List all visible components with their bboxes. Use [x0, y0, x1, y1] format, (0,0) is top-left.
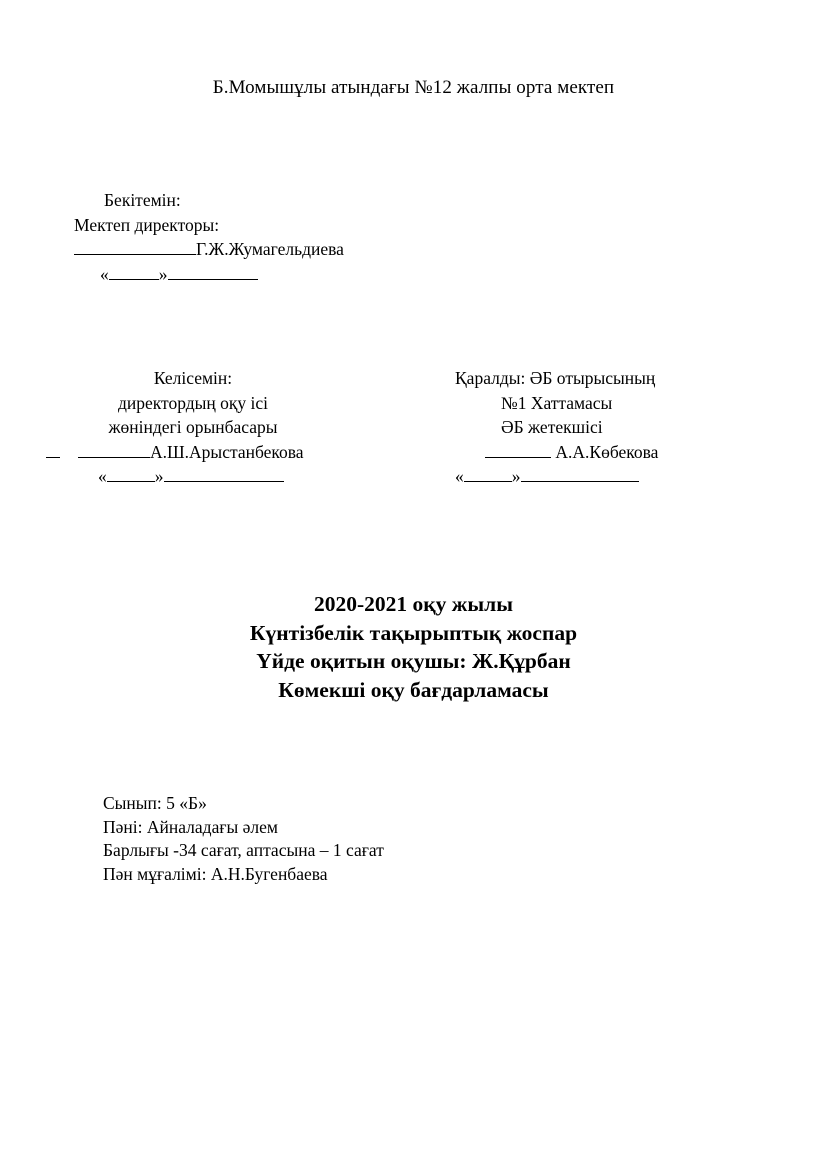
approval-signature-blank	[74, 240, 196, 255]
heading-line-student: Үйде оқитын оқушы: Ж.Құрбан	[256, 649, 571, 673]
meta-hours: Барлығы -34 сағат, аптасына – 1 сағат	[103, 840, 384, 860]
approval-month-blank	[168, 265, 258, 280]
school-title: Б.Момышұлы атындағы №12 жалпы орта мектеп	[212, 77, 615, 98]
agreement-date-close-quote: »	[154, 466, 164, 486]
approval-date-close-quote: »	[158, 263, 168, 284]
reviewed-date-line	[455, 464, 755, 489]
course-meta-block	[103, 792, 384, 886]
approval-block	[74, 188, 344, 286]
approval-day-blank	[109, 265, 159, 280]
reviewed-signature-line	[455, 440, 755, 465]
agreement-date-open-quote: «	[98, 466, 107, 486]
approval-date-line	[74, 262, 344, 287]
reviewed-date-close-quote: »	[511, 466, 521, 486]
reviewed-signature-blank	[485, 443, 551, 458]
reviewed-line-1: Қаралды: ӘБ отырысының	[455, 368, 656, 388]
main-heading	[0, 590, 827, 704]
approval-name: Г.Ж.Жумагельдиева	[196, 239, 344, 259]
agreement-role-line-1: директордың оқу ісі	[117, 392, 268, 413]
agreement-day-blank	[107, 467, 155, 482]
heading-line-plan-type: Күнтізбелік тақырыптық жоспар	[249, 620, 578, 645]
agreement-month-blank	[164, 467, 284, 482]
meta-subject: Пәні: Айналадағы әлем	[103, 816, 278, 837]
meta-teacher: Пән мұғалімі: А.Н.Бугенбаева	[103, 863, 328, 884]
approval-date-open-quote: «	[100, 263, 109, 284]
approval-role: Мектеп директоры:	[74, 214, 220, 235]
reviewed-name: А.А.Көбекова	[555, 441, 659, 462]
meta-grade: Сынып: 5 «Б»	[103, 793, 207, 813]
reviewed-line-3: ӘБ жетекшісі	[501, 417, 603, 437]
reviewed-date-open-quote: «	[455, 466, 464, 486]
approval-label: Бекітемін:	[104, 190, 181, 210]
agreement-lead-dash	[46, 444, 60, 458]
agreement-date-line	[46, 464, 376, 489]
heading-line-academic-year: 2020-2021 оқу жылы	[313, 592, 514, 616]
reviewed-day-blank	[464, 467, 512, 482]
agreement-name: А.Ш.Арыстанбекова	[150, 441, 304, 462]
agreement-label: Келісемін:	[153, 368, 233, 388]
reviewed-month-blank	[521, 467, 639, 482]
agreement-role-line-2: жөніндегі орынбасары	[108, 417, 278, 437]
heading-line-program: Көмекші оқу бағдарламасы	[278, 677, 549, 702]
agreement-block	[46, 366, 376, 489]
approval-signature-line	[74, 237, 344, 262]
agreement-signature-line	[46, 440, 376, 465]
reviewed-line-2: №1 Хаттамасы	[501, 392, 613, 413]
agreement-signature-blank	[78, 443, 150, 458]
reviewed-block	[455, 366, 755, 489]
